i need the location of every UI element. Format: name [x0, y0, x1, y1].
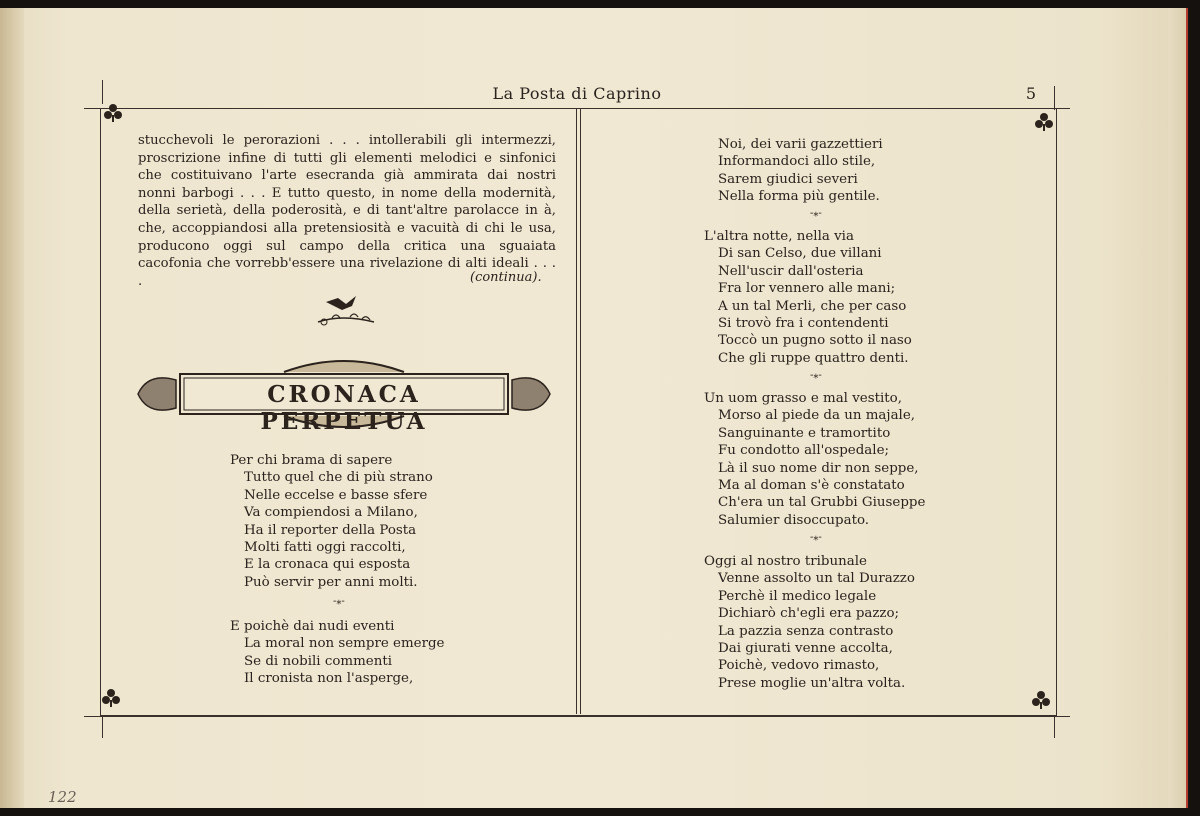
foot-tick-right	[1054, 716, 1055, 738]
prose-paragraph: stucchevoli le perorazioni . . . intollerabili gli intermezzi, proscrizione infine di tutti gli elementi melodici e sinfonici che costituivano l'arte esecranda già ammirata dai nostri nonni barbogi . . . E tutto questo, in nome della modernità, della serietà, della poderosità, e di tant'altre parolacce in à, che, accoppiandosi alla pretensiosità e vacuità di chi le usa, producono oggi sul campo della critica una sguaiata cacofonia che vorrebb'essere una rivelazione di alti ideali . . . .	[138, 133, 556, 289]
continued-note: (continua).	[470, 270, 542, 285]
clover-ornament-icon	[1031, 690, 1051, 710]
verse-line: Tutto quel che di più strano	[244, 470, 433, 486]
page-edge	[1168, 8, 1188, 808]
stanza-divider: -⁎-	[333, 596, 345, 607]
verse-line: Informandoci allo stile,	[718, 154, 876, 170]
verse-line: Fu condotto all'ospedale;	[718, 443, 890, 459]
verse-line: Noi, dei varii gazzettieri	[718, 137, 883, 152]
verse-line: Ha il reporter della Posta	[244, 522, 417, 538]
verse-line: Salumier disoccupato.	[718, 512, 870, 528]
verse-line: Per chi brama di sapere	[230, 453, 393, 468]
bird-vignette-icon	[312, 292, 382, 332]
verse-line: Nella forma più gentile.	[718, 189, 880, 205]
verse-line: La pazzia senza contrasto	[718, 623, 894, 639]
column-rule	[576, 108, 577, 714]
column-rule	[580, 108, 581, 714]
verse-line: Dichiarò ch'egli era pazzo;	[718, 606, 900, 622]
verse-line: Toccò un pugno sotto il naso	[718, 333, 912, 349]
verse-line: Di san Celso, due villani	[718, 246, 882, 262]
section-title: CRONACA PERPETUA	[260, 381, 428, 435]
verse-line: Fra lor vennero alle mani;	[718, 281, 896, 297]
clover-ornament-icon	[103, 103, 123, 123]
gutter-shadow	[0, 8, 24, 808]
verse-line: L'altra notte, nella via	[704, 229, 854, 244]
verse-line: Ch'era un tal Grubbi Giuseppe	[718, 495, 926, 511]
foot-tick-left	[102, 716, 103, 738]
verse-line: A un tal Merli, che per caso	[718, 298, 907, 314]
bottom-rule	[84, 716, 1070, 717]
verse-line: Un uom grasso e mal vestito,	[704, 391, 902, 406]
running-head	[84, 82, 1070, 109]
verse-line: Va compiendosi a Milano,	[244, 505, 418, 521]
page-number: 5	[1025, 84, 1036, 103]
verse-line: Se di nobili commenti	[244, 653, 392, 669]
verse-line: Oggi al nostro tribunale	[704, 554, 867, 569]
clover-ornament-icon	[1034, 112, 1054, 132]
verse-line: Che gli ruppe quattro denti.	[718, 350, 909, 366]
verse-stanza	[704, 553, 915, 692]
verse-line: Morso al piede da un majale,	[718, 408, 916, 424]
book-page	[0, 8, 1188, 808]
verse-line: Ma al doman s'è constatato	[718, 478, 905, 494]
clover-ornament-icon	[101, 688, 121, 708]
verse-line: Prese moglie un'altra volta.	[718, 675, 906, 691]
verse-line: Poichè, vedovo rimasto,	[718, 658, 880, 674]
head-tick-right	[1054, 86, 1055, 110]
verse-line: Perchè il medico legale	[718, 588, 877, 604]
verse-line: E poichè dai nudi eventi	[230, 619, 395, 634]
verse-line: Venne assolto un tal Durazzo	[718, 571, 915, 587]
verse-stanza	[230, 452, 433, 591]
article-prose	[138, 132, 556, 290]
verse-stanza	[704, 228, 912, 367]
verse-line: Si trovò fra i contendenti	[718, 316, 889, 332]
verse-line: Là il suo nome dir non seppe,	[718, 460, 919, 476]
head-tick-left	[102, 80, 103, 104]
verse-line: Il cronista non l'asperge,	[244, 671, 414, 687]
verse-stanza	[718, 136, 883, 206]
verse-stanza	[704, 390, 925, 529]
verse-line: Nelle eccelse e basse sfere	[244, 487, 428, 503]
verse-line: Può servir per anni molti.	[244, 574, 418, 590]
verse-stanza	[230, 618, 444, 688]
page-title: La Posta di Caprino	[492, 84, 662, 103]
verse-line: E la cronaca qui esposta	[244, 557, 411, 573]
verse-line: Molti fatti oggi raccolti,	[244, 540, 406, 556]
stanza-divider: -⁎-	[810, 208, 822, 219]
verse-line: Nell'uscir dall'osteria	[718, 263, 864, 279]
stanza-divider: -⁎-	[810, 532, 822, 543]
stanza-divider: -⁎-	[810, 370, 822, 381]
margin-handwritten-note: 122	[48, 788, 77, 806]
verse-line: Dai giurati venne accolta,	[718, 641, 893, 657]
verse-line: Sanguinante e tramortito	[718, 425, 891, 441]
verse-line: Sarem giudici severi	[718, 171, 858, 187]
verse-line: La moral non sempre emerge	[244, 636, 445, 652]
